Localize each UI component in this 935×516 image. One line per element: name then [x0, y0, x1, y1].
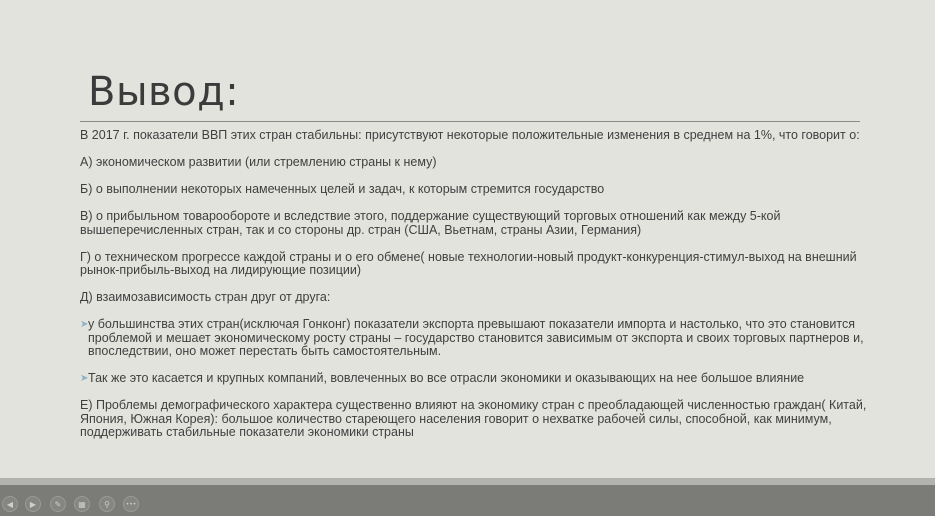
see-all-slides-button[interactable]: [74, 496, 90, 512]
bullet-arrow-icon: ➤: [80, 319, 89, 330]
next-slide-button[interactable]: [25, 496, 41, 512]
slide-body: [80, 129, 880, 453]
next-icon: ▶: [29, 499, 37, 509]
intro-paragraph: В 2017 г. показатели ВВП этих стран стабильны: присутствуют некоторые положительные изменения в среднем на 1%, что говорит о:: [80, 128, 860, 142]
magnifier-icon: ⚲: [104, 499, 110, 509]
bullet-text: у большинства этих стран(исключая Гонконг) показатели экспорта превышают показатели импорта и настолько, что это становится проблемой и мешает экономическому росту страны – государство становится зависимым от экспорта и своих торговых партнеров и, впоследствии, оно может перестать быть самостоятельным.: [88, 317, 864, 358]
toolbar-divider: [0, 478, 935, 485]
bullet-arrow-icon: ➤: [80, 373, 89, 384]
pen-icon: ✎: [54, 499, 62, 509]
previous-slide-button[interactable]: [2, 496, 18, 512]
slide-title: Вывод:: [88, 69, 240, 115]
previous-icon: ◀: [6, 499, 14, 509]
bullet-item-companies: [80, 372, 880, 386]
point-a: А) экономическом развитии (или стремлению страны к нему): [80, 155, 437, 169]
point-g: Г) о техническом прогрессе каждой страны и о его обмене( новые технологии-новый продукт-конкуренция-стимул-выход на внешний рынок-прибыль-выход на лидирующие позиции): [80, 249, 857, 277]
title-divider: [80, 121, 860, 122]
more-icon: •••: [125, 500, 137, 508]
slides-grid-icon: ▦: [78, 499, 86, 509]
pen-tool-button[interactable]: [50, 496, 66, 512]
more-options-button[interactable]: [123, 496, 139, 512]
bullet-text: Так же это касается и крупных компаний, вовлеченных во все отрасли экономики и оказывающих на нее большое влияние: [88, 371, 805, 385]
zoom-button[interactable]: [99, 496, 115, 512]
presenter-toolbar: [0, 485, 935, 516]
bullet-item-export: [80, 318, 880, 359]
point-d: Д) взаимозависимость стран друг от друга:: [80, 290, 331, 304]
point-b: Б) о выполнении некоторых намеченных целей и задач, к которым стремится государство: [80, 182, 605, 196]
point-v: В) о прибыльном товарообороте и вследствие этого, поддержание существующий торговых отношений как между 5-кой вышеперечисленных стран, так и со стороны др. стран (США, Вьетнам, страны Азии, Германия): [80, 209, 781, 237]
point-e: Е) Проблемы демографического характера существенно влияют на экономику стран с преобладающей численностью граждан( Китай, Япония, Южная Корея): большое количество стареющего населения говорит о нехватке рабочей силы, способной, как минимум, поддерживать стабильные показатели экономики страны: [80, 398, 867, 439]
